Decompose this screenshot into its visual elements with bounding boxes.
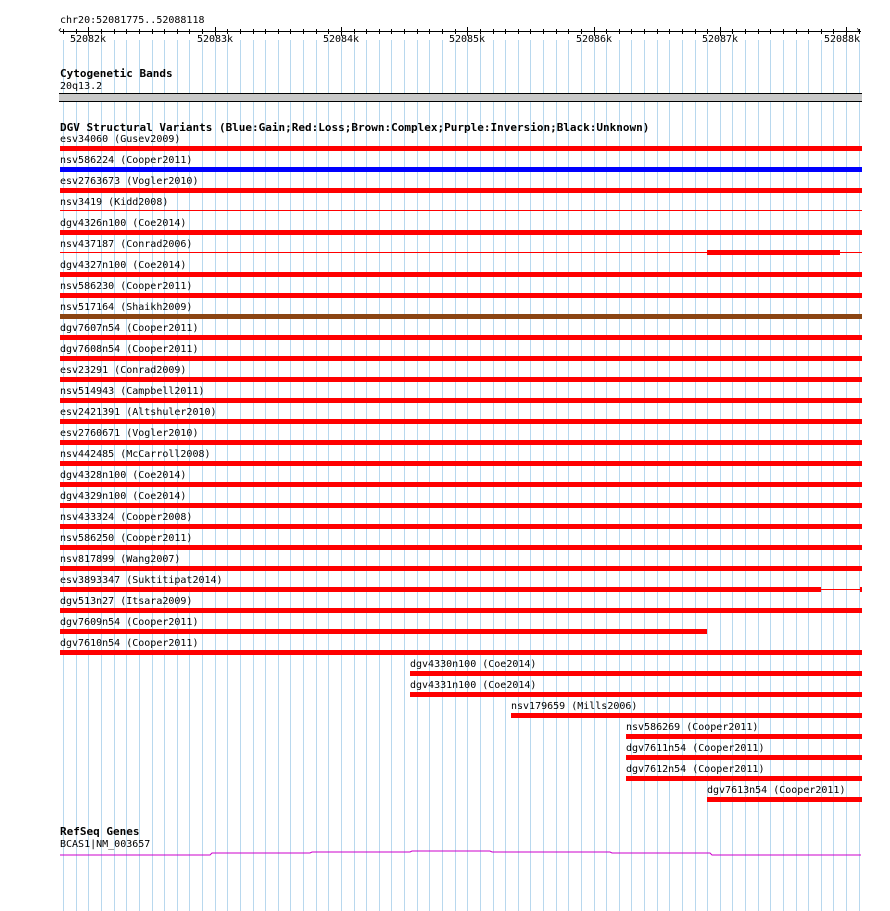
cytoband-label: 20q13.2	[60, 81, 103, 92]
ruler-minor-tick	[139, 29, 140, 34]
dgv-feature-bar[interactable]	[707, 250, 840, 255]
ruler-minor-tick	[808, 29, 809, 34]
ruler-minor-tick	[366, 29, 367, 34]
dgv-feature-label: dgv4328n100 (Coe2014)	[60, 470, 187, 481]
dgv-feature-label: nsv517164 (Shaikh2009)	[60, 302, 193, 313]
ruler-minor-tick	[518, 29, 519, 34]
dgv-feature-label: dgv7607n54 (Cooper2011)	[60, 323, 199, 334]
dgv-feature-label: dgv4331n100 (Coe2014)	[410, 680, 537, 691]
ruler-line	[60, 31, 861, 32]
cytoband-track-title: Cytogenetic Bands	[60, 67, 173, 80]
dgv-feature-label: dgv7611n54 (Cooper2011)	[626, 743, 765, 754]
dgv-feature-bar[interactable]	[60, 461, 862, 466]
ruler-minor-tick	[543, 29, 544, 34]
dgv-feature-label: nsv3419 (Kidd2008)	[60, 197, 169, 208]
dgv-feature-label: dgv7610n54 (Cooper2011)	[60, 638, 199, 649]
ruler-minor-tick	[619, 29, 620, 34]
ruler-minor-tick	[253, 29, 254, 34]
dgv-feature-label: dgv7609n54 (Cooper2011)	[60, 617, 199, 628]
ruler-tick-label: 52087k	[701, 34, 739, 45]
dgv-feature-tail[interactable]	[821, 589, 860, 590]
dgv-feature-bar[interactable]	[60, 545, 862, 550]
ruler-minor-tick	[429, 29, 430, 34]
dgv-feature-label: nsv586224 (Cooper2011)	[60, 155, 193, 166]
ruler-minor-tick	[783, 29, 784, 34]
ruler-tick-label: 52082k	[69, 34, 107, 45]
ruler-minor-tick	[745, 29, 746, 34]
refseq-gene-intron-line	[60, 851, 861, 855]
ruler-tick-label: 52084k	[322, 34, 360, 45]
ruler-minor-tick	[695, 29, 696, 34]
dgv-feature-bar[interactable]	[60, 482, 862, 487]
ruler-minor-tick	[379, 29, 380, 34]
ruler-minor-tick	[682, 29, 683, 34]
ruler-minor-tick	[770, 29, 771, 34]
ruler-minor-tick	[796, 29, 797, 34]
refseq-gene-feature[interactable]	[60, 840, 861, 860]
ruler-minor-tick	[568, 29, 569, 34]
ruler-minor-tick	[644, 29, 645, 34]
dgv-feature-label: esv2421391 (Altshuler2010)	[60, 407, 217, 418]
ruler-minor-tick	[442, 29, 443, 34]
ruler-position-label: chr20:52081775..52088118	[60, 15, 205, 26]
refseq-gene-label: BCAS1|NM_003657	[60, 839, 151, 850]
ruler-minor-tick	[391, 29, 392, 34]
dgv-feature-bar[interactable]	[60, 566, 862, 571]
dgv-track-title: DGV Structural Variants (Blue:Gain;Red:Loss;Brown:Complex;Purple:Inversion;Black:Unknown)	[60, 121, 650, 134]
ruler-minor-tick	[316, 29, 317, 34]
dgv-feature-bar[interactable]	[60, 398, 862, 403]
ruler-minor-tick	[290, 29, 291, 34]
dgv-feature-bar[interactable]	[410, 671, 862, 676]
dgv-feature-bar[interactable]	[60, 230, 862, 235]
dgv-feature-bar[interactable]	[707, 797, 862, 802]
ruler-minor-tick	[63, 29, 64, 34]
dgv-feature-label: dgv4326n100 (Coe2014)	[60, 218, 187, 229]
dgv-feature-label: dgv7608n54 (Cooper2011)	[60, 344, 199, 355]
refseq-track-title: RefSeq Genes	[60, 825, 140, 838]
ruler-minor-tick	[493, 29, 494, 34]
ruler-tick-label: 52088k	[823, 34, 861, 45]
dgv-feature-bar[interactable]	[60, 188, 862, 193]
dgv-feature-bar[interactable]	[60, 377, 862, 382]
dgv-feature-bar[interactable]	[410, 692, 862, 697]
dgv-feature-bar[interactable]	[60, 314, 862, 319]
ruler-minor-tick	[152, 29, 153, 34]
dgv-feature-label: esv23291 (Conrad2009)	[60, 365, 187, 376]
dgv-feature-label: dgv4329n100 (Coe2014)	[60, 491, 187, 502]
ruler-minor-tick	[417, 29, 418, 34]
dgv-feature-bar[interactable]	[626, 755, 862, 760]
ruler-tick-label: 52085k	[448, 34, 486, 45]
dgv-feature-bar[interactable]	[60, 146, 862, 151]
dgv-feature-label: nsv437187 (Conrad2006)	[60, 239, 193, 250]
dgv-feature-label: nsv442485 (McCarroll2008)	[60, 449, 211, 460]
dgv-feature-label: nsv514943 (Campbell2011)	[60, 386, 205, 397]
dgv-feature-end-block[interactable]	[860, 587, 862, 592]
dgv-feature-bar[interactable]	[60, 272, 862, 277]
dgv-feature-bar[interactable]	[60, 210, 862, 211]
dgv-feature-bar[interactable]	[60, 419, 862, 424]
dgv-feature-label: nsv179659 (Mills2006)	[511, 701, 638, 712]
ruler-minor-tick	[669, 29, 670, 34]
ruler-minor-tick	[114, 29, 115, 34]
dgv-feature-bar[interactable]	[626, 734, 862, 739]
dgv-feature-label: esv3893347 (Suktitipat2014)	[60, 575, 223, 586]
dgv-feature-label: dgv4330n100 (Coe2014)	[410, 659, 537, 670]
dgv-feature-label: nsv433324 (Cooper2008)	[60, 512, 193, 523]
ruler-minor-tick	[164, 29, 165, 34]
dgv-feature-label: nsv586250 (Cooper2011)	[60, 533, 193, 544]
ruler-minor-tick	[303, 29, 304, 34]
dgv-feature-bar[interactable]	[60, 440, 862, 445]
ruler-minor-tick	[177, 29, 178, 34]
ruler-minor-tick	[278, 29, 279, 34]
dgv-feature-label: dgv513n27 (Itsara2009)	[60, 596, 193, 607]
dgv-feature-bar[interactable]	[60, 356, 862, 361]
ruler-right-arrow-icon: ›	[855, 25, 862, 36]
dgv-feature-bar[interactable]	[60, 629, 707, 634]
dgv-feature-bar[interactable]	[60, 335, 862, 340]
dgv-feature-bar[interactable]	[626, 776, 862, 781]
dgv-feature-bar[interactable]	[60, 293, 862, 298]
dgv-feature-bar[interactable]	[60, 167, 862, 172]
ruler-left-arrow-icon: ‹	[57, 25, 64, 36]
dgv-feature-label: dgv4327n100 (Coe2014)	[60, 260, 187, 271]
dgv-feature-bar[interactable]	[60, 650, 862, 655]
ruler-minor-tick	[240, 29, 241, 34]
dgv-feature-bar[interactable]	[511, 713, 862, 718]
ruler-minor-tick	[821, 29, 822, 34]
cytoband-bar[interactable]	[59, 93, 862, 102]
ruler-minor-tick	[631, 29, 632, 34]
dgv-feature-bar[interactable]	[60, 524, 862, 529]
dgv-feature-bar[interactable]	[60, 608, 862, 613]
ruler-minor-tick	[530, 29, 531, 34]
dgv-feature-bar[interactable]	[60, 503, 862, 508]
dgv-feature-bar[interactable]	[60, 587, 821, 592]
dgv-feature-label: esv34060 (Gusev2009)	[60, 134, 181, 145]
dgv-feature-label: dgv7613n54 (Cooper2011)	[707, 785, 846, 796]
dgv-feature-label: nsv586230 (Cooper2011)	[60, 281, 193, 292]
ruler-minor-tick	[126, 29, 127, 34]
dgv-feature-label: dgv7612n54 (Cooper2011)	[626, 764, 765, 775]
ruler-tick-label: 52086k	[575, 34, 613, 45]
ruler-minor-tick	[556, 29, 557, 34]
ruler-minor-tick	[657, 29, 658, 34]
dgv-feature-label: nsv817899 (Wang2007)	[60, 554, 181, 565]
ruler-minor-tick	[758, 29, 759, 34]
dgv-feature-label: nsv586269 (Cooper2011)	[626, 722, 759, 733]
ruler-minor-tick	[505, 29, 506, 34]
dgv-feature-label: esv2760671 (Vogler2010)	[60, 428, 199, 439]
dgv-feature-label: esv2763673 (Vogler2010)	[60, 176, 199, 187]
ruler-minor-tick	[265, 29, 266, 34]
ruler-minor-tick	[404, 29, 405, 34]
ruler-tick-label: 52083k	[196, 34, 234, 45]
ruler-minor-tick	[189, 29, 190, 34]
